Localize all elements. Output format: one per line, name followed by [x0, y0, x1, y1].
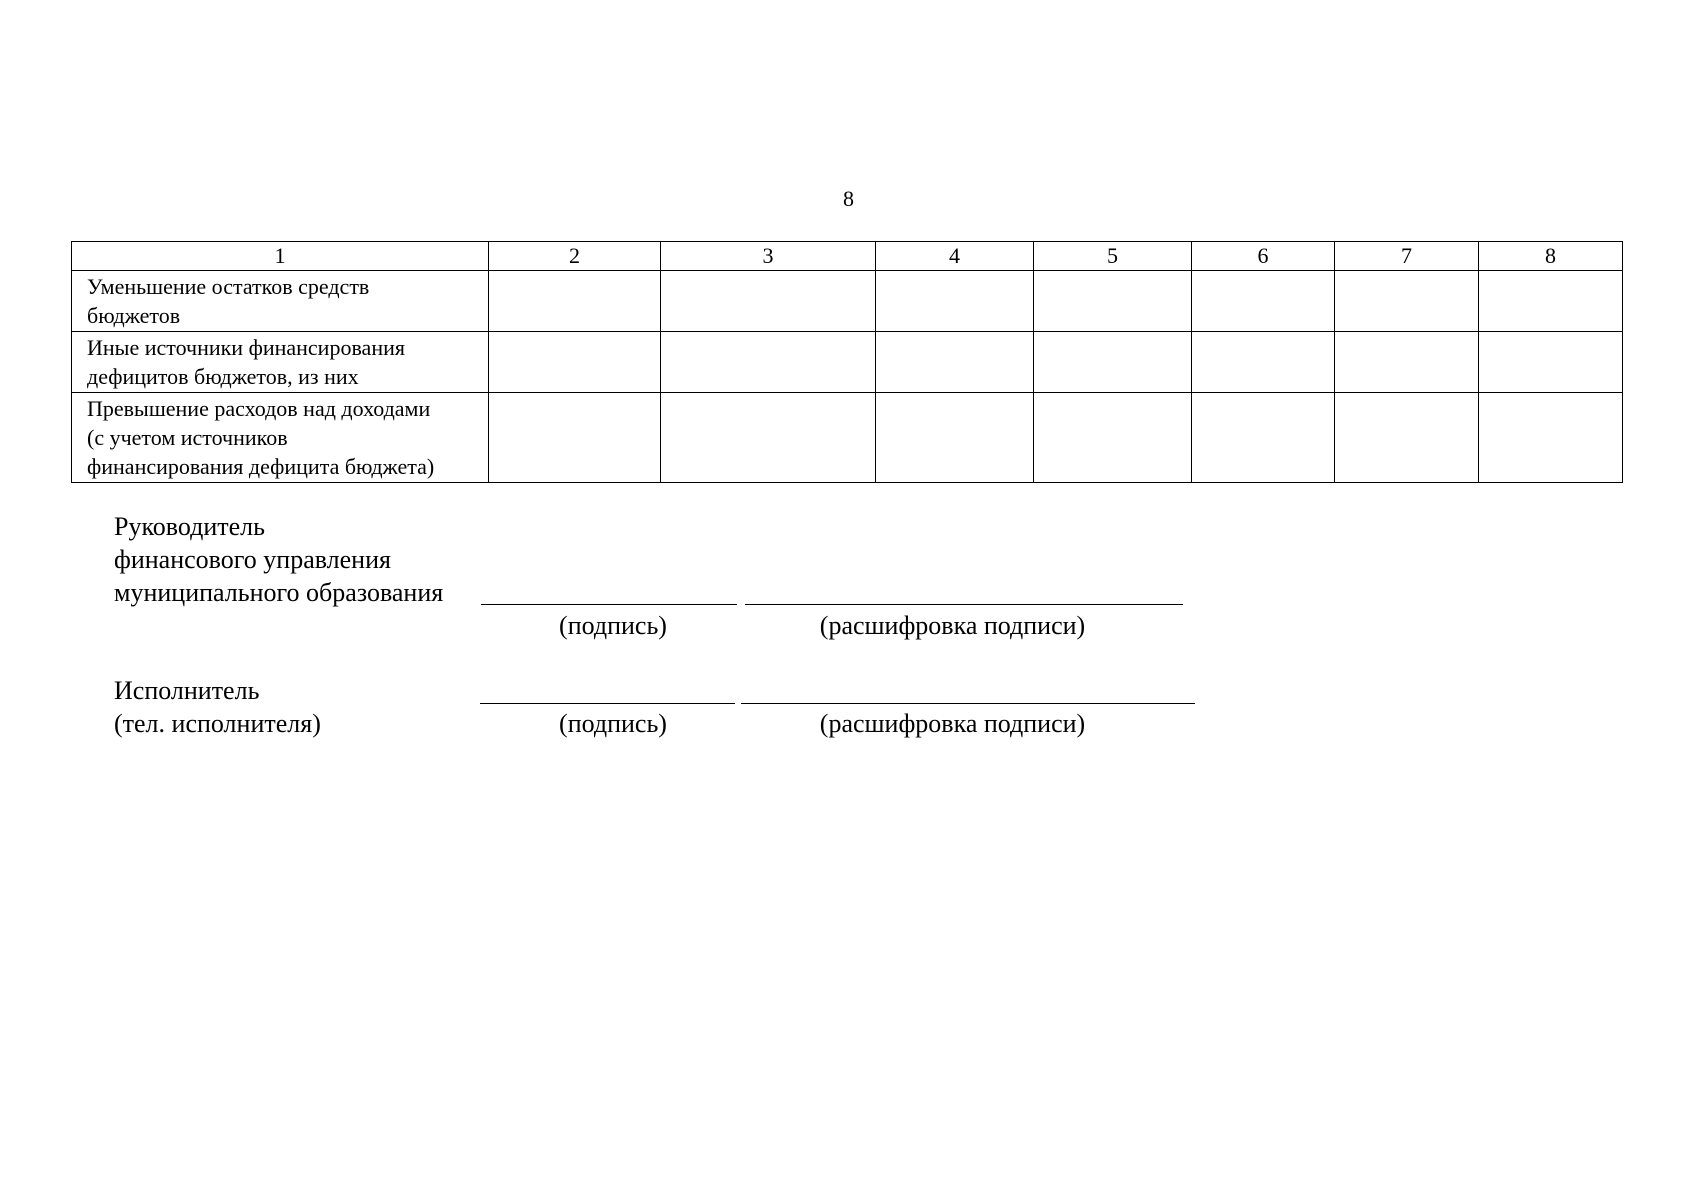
table-cell: [1479, 271, 1623, 332]
table-cell: [661, 332, 876, 393]
executor-transcript-caption: (расшифровка подписи): [819, 709, 1086, 738]
table-cell: [1192, 271, 1335, 332]
head-title-line: Руководитель: [114, 512, 265, 541]
column-header: 6: [1192, 242, 1335, 271]
table-row: [72, 332, 1623, 393]
table-cell: [489, 393, 661, 483]
head-transcript-caption: (расшифровка подписи): [819, 611, 1086, 640]
row-label-line: финансирования дефицита бюджета): [87, 454, 435, 479]
table-cell: [489, 271, 661, 332]
row-label-line: Иные источники финансирования: [87, 335, 405, 360]
head-signature-caption: (подпись): [559, 611, 667, 640]
table-cell: [1192, 393, 1335, 483]
table-cell: [661, 271, 876, 332]
column-header: 5: [1034, 242, 1192, 271]
report-table: [71, 241, 1623, 483]
column-header: 3: [661, 242, 876, 271]
head-title: [114, 510, 443, 609]
table-cell: [1335, 271, 1479, 332]
executor-signature-caption: (подпись): [559, 709, 667, 738]
table-cell: [1479, 393, 1623, 483]
executor-phone-label: (тел. исполнителя): [114, 709, 321, 738]
column-header: 4: [876, 242, 1034, 271]
column-header: 8: [1479, 242, 1623, 271]
table-cell: [489, 332, 661, 393]
row-label: [72, 271, 489, 332]
column-header: 7: [1335, 242, 1479, 271]
column-header: 2: [489, 242, 661, 271]
table-cell: [1479, 332, 1623, 393]
table-header-row: [72, 242, 1623, 271]
row-label-line: бюджетов: [87, 303, 181, 328]
row-label-line: Превышение расходов над доходами: [87, 396, 431, 421]
column-header: 1: [72, 242, 489, 271]
executor-title: Исполнитель: [114, 676, 260, 705]
table-row: [72, 393, 1623, 483]
table-cell: [661, 393, 876, 483]
table-cell: [1034, 271, 1192, 332]
table-cell: [876, 332, 1034, 393]
page-number: 8: [843, 186, 854, 211]
executor-signature-line: [480, 703, 735, 704]
table-cell: [876, 393, 1034, 483]
table-cell: [1335, 393, 1479, 483]
executor-transcript-line: [741, 703, 1195, 704]
row-label-line: Уменьшение остатков средств: [87, 274, 370, 299]
head-title-line: финансового управления: [114, 545, 391, 574]
row-label: [72, 393, 489, 483]
table-cell: [1335, 332, 1479, 393]
table-cell: [876, 271, 1034, 332]
head-title-line: муниципального образования: [114, 578, 444, 607]
row-label: [72, 332, 489, 393]
head-transcript-line: [745, 604, 1183, 605]
row-label-line: (с учетом источников: [87, 425, 288, 450]
table-row: [72, 271, 1623, 332]
table-cell: [1192, 332, 1335, 393]
row-label-line: дефицитов бюджетов, из них: [87, 364, 359, 389]
head-signature-line: [481, 604, 737, 605]
table-cell: [1034, 393, 1192, 483]
table-cell: [1034, 332, 1192, 393]
